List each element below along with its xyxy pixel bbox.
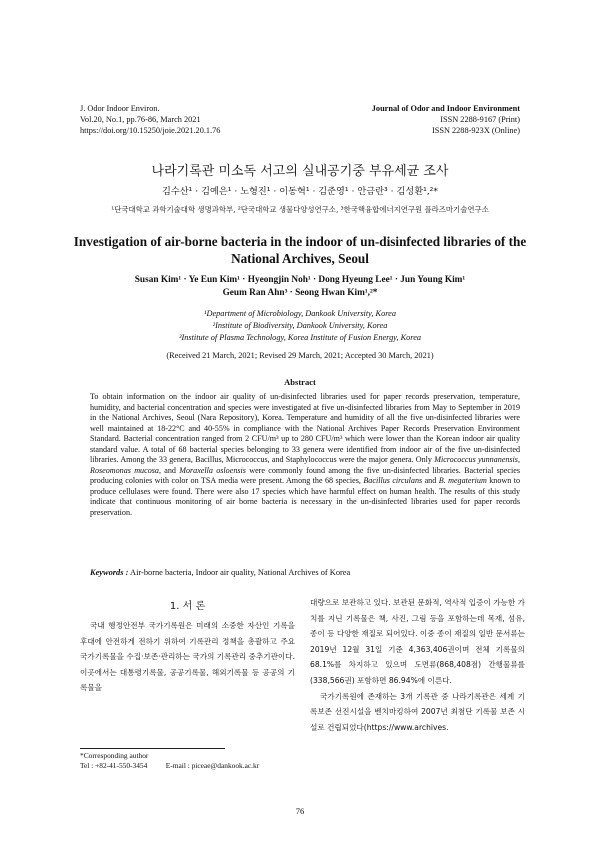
keywords-line xyxy=(90,568,520,577)
journal-header-right xyxy=(300,103,520,136)
abstract-sep-1: , xyxy=(517,455,520,465)
affiliation-1: ¹Department of Microbiology, Dankook University, Korea xyxy=(204,309,396,318)
intro-right-paragraph-2: 국가기록원에 존재하는 3개 기록관 중 나라기록관은 세계 기록보존 선진시설을 벤치마킹하여 2007년 최첨단 기록물 보존 시설로 건립되었다(https://www.archives. xyxy=(310,691,525,732)
journal-header-left xyxy=(80,103,220,136)
keywords-label: Keywords : xyxy=(90,568,129,577)
species-moraxella: Moraxella osloensis xyxy=(179,465,246,475)
page-number: 76 xyxy=(295,806,305,816)
keywords-list: Air-borne bacteria, Indoor air quality, National Archives of Korea xyxy=(130,568,351,577)
intro-left-column xyxy=(80,618,295,696)
issn-online: ISSN 2288-923X (Online) xyxy=(431,126,520,135)
authors-english-line-2: Geum Ran Ahn³ · Seong Hwan Kim¹,²* xyxy=(222,288,378,298)
intro-left-paragraph: 국내 행정안전부 국가기록원은 미래의 소중한 자산인 기록을 후대에 안전하게 전하기 위하여 기록관리 정책을 총괄하고 주요 국가기록물을 수집·보존·관리하는 국가의 기록관리 중추기관이다. 이곳에서는 대통령기록물, 공공기록물, 해외기록물 등 공공의 기록물을 xyxy=(80,621,295,693)
footnote-contact: Tel : +82-41-550-3454 E-mail : piceae@dankook.ac.kr xyxy=(80,761,260,770)
authors-english-line-1: Susan Kim¹ · Ye Eun Kim¹ · Hyeongjin Noh¹ · Dong Hyeung Lee¹ · Jun Young Kim¹ xyxy=(134,275,466,285)
abstract-heading: Abstract xyxy=(284,377,316,387)
title-english: Investigation of air-borne bacteria in the indoor of un-disinfected libraries of the National Archives, Seoul xyxy=(73,234,527,266)
affiliation-3: ³Institute of Plasma Technology, Korea Institute of Fusion Energy, Korea xyxy=(178,333,422,342)
footnote-divider xyxy=(80,748,225,749)
authors-korean: 김수산¹ · 김예은¹ · 노형진¹ · 이동혁¹ · 김준영¹ · 안금란³ · 김성환¹,²* xyxy=(162,186,438,197)
doi-link[interactable]: https://doi.org/10.15250/joie.2021.20.1.76 xyxy=(80,126,221,135)
abstract-text-3: known to produce cellulases were found. There were also 17 species which have harmful effect on human health. The results of this study indicate that continuous monitoring of air borne bacteria is necessary in the un-disinfected libraries used for paper records preservation. xyxy=(90,476,520,518)
abstract-text-2: were commonly found among the five un-disinfected libraries. Bacterial species producing colonies with color on TSA media were present. Among the 68 species, xyxy=(90,465,520,486)
species-b-megaterium: B. megaterium xyxy=(438,476,487,486)
title-korean: 나라기록관 미소독 서고의 실내공기중 부유세균 조사 xyxy=(151,164,449,179)
volume-info: Vol.20, No.1, pp.76-86, March 2021 xyxy=(80,115,201,124)
intro-right-column xyxy=(310,595,525,735)
abstract-body xyxy=(90,392,520,519)
affiliations-korean: ¹단국대학교 과학기술대학 생명과학부, ²단국대학교 생물다양성연구소, ³한국핵융합에너지연구원 플라즈마기술연구소 xyxy=(111,205,489,214)
corresponding-author-footnote xyxy=(80,751,310,771)
issn-print: ISSN 2288-9167 (Print) xyxy=(440,115,520,124)
section-heading-introduction: 1. 서 론 xyxy=(169,601,206,612)
abstract-text-1: To obtain information on the indoor air quality of un-disinfected libraries used for paper records preservation, temperature, humidity, and bacterial concentration and species were investigated at five un-disinfected libraries from May to September in 2019 in the National Archives, Seoul (Nara Repository), Korea. Temperature and humidity of all the five un-disinfected libraries were well maintained at 18-22°C and 40-55% in compliance with the National Archives Paper Records Preservation Environment Standard. Bacterial concentration ranged from 2 CFU/m³ up to 280 CFU/m³ which were lower than the Korean indoor air quality standard value. A total of 68 bacterial species belonging to 33 genera were identified from indoor air of the five un-disinfected libraries. Among the 33 genera, Bacillus, Micrococcus, and Staphylococcus were the major genera. Only xyxy=(90,392,520,465)
affiliation-2: ²Institute of Biodiversity, Dankook University, Korea xyxy=(212,321,388,330)
intro-right-paragraph-1: 대량으로 보관하고 있다. 보관된 문화적, 역사적 입증이 가능한 가치를 지닌 기록물은 책, 사진, 그림 등을 포함하는데 목재, 섬유, 종이 등 다양한 재질로 되어있다. 이중 종이 재질의 일반 문서류는 2019년 12월 31일 기준 4,363,406권이며 전체 기록물의 68.1%를 차지하고 있으며 도면류(868,408점) 간행물류를(338,566권) 포함하면 86.94%에 이른다. xyxy=(310,598,525,685)
journal-name: Journal of Odor and Indoor Environment xyxy=(371,104,520,113)
journal-abbrev: J. Odor Indoor Environ. xyxy=(80,104,160,113)
species-roseomonas: Roseomonas mucosa xyxy=(90,465,159,475)
abstract-sep-2: , and xyxy=(158,465,176,475)
species-micrococcus: Micrococcus yunnanensis xyxy=(434,455,518,465)
authors-english xyxy=(60,274,540,300)
abstract-sep-3: and xyxy=(424,476,437,486)
species-bacillus-circulans: Bacillus circulans xyxy=(363,476,423,486)
footnote-label: *Corresponding author xyxy=(80,751,149,760)
received-dates: (Received 21 March, 2021; Revised 29 March, 2021; Accepted 30 March, 2021) xyxy=(166,351,434,360)
affiliations-english xyxy=(60,308,540,344)
